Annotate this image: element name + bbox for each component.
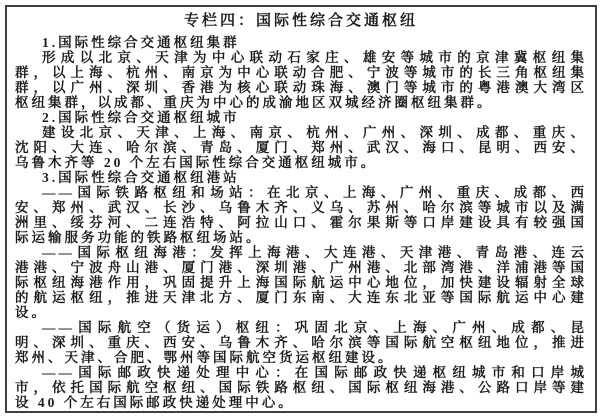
text-line: 郑州、天津、合肥、鄂州等国际航空货运枢纽建设。 bbox=[15, 350, 395, 365]
text-line: 的航运枢纽，推进天津北方、厦门东南、大连东北亚等国际航运中心建 bbox=[15, 290, 587, 305]
text-line: 安、郑州、武汉、长沙、乌鲁木齐、义乌、苏州、哈尔滨等城市以及满 bbox=[15, 200, 587, 215]
text-line: 群，以上海、杭州、南京为中心联动合肥、宁波等城市的长三角枢纽集 bbox=[15, 65, 587, 80]
text-line: 港港、宁波舟山港、厦门港、深圳港、广州港、北部湾港、洋浦港等国 bbox=[15, 260, 587, 275]
text-line: 际枢纽海港作用，巩固提升上海国际航运中心地位，加快建设辐射全球 bbox=[15, 275, 587, 290]
text-line: ——国际航空（货运）枢纽：巩固北京、上海、广州、成都、昆 bbox=[42, 320, 587, 335]
section-heading: 3.国际性综合交通枢纽港站 bbox=[42, 170, 240, 185]
text-line: ——国际邮政快递处理中心：在国际邮政快递枢纽城市和口岸城 bbox=[42, 365, 587, 380]
text-line: 枢纽集群，以成都、重庆为中心的成渝地区双城经济圈枢纽集群。 bbox=[15, 95, 494, 110]
text-line: 设。 bbox=[15, 305, 48, 320]
text-line: 洲里、绥芬河、二连浩特、阿拉山口、霍尔果斯等口岸建设具有较强国 bbox=[15, 215, 587, 230]
text-line: 明、深圳、重庆、西安、乌鲁木齐、哈尔滨等国际航空枢纽地位，推进 bbox=[15, 335, 587, 350]
panel-title: 专栏四：国际性综合交通枢纽 bbox=[183, 13, 418, 29]
panel-body bbox=[15, 35, 587, 410]
text-line: 沈阳、大连、哈尔滨、青岛、厦门、郑州、武汉、海口、昆明、西安、 bbox=[15, 140, 587, 155]
column-four-panel bbox=[5, 5, 597, 413]
text-line: 建设北京、天津、上海、南京、杭州、广州、深圳、成都、重庆、 bbox=[42, 125, 587, 140]
text-line: ——国际枢纽海港：发挥上海港、大连港、天津港、青岛港、连云 bbox=[42, 245, 587, 260]
text-line: 设 40 个左右国际邮政快递处理中心。 bbox=[15, 395, 295, 410]
text-line: 市，依托国际航空枢纽、国际铁路枢纽、国际枢纽海港、公路口岸等建 bbox=[15, 380, 587, 395]
text-line: ——国际铁路枢纽和场站：在北京、上海、广州、重庆、成都、西 bbox=[42, 185, 587, 200]
section-heading: 1.国际性综合交通枢纽集群 bbox=[42, 35, 240, 50]
text-line: 形成以北京、天津为中心联动石家庄、雄安等城市的京津冀枢纽集 bbox=[42, 50, 587, 65]
text-line: 际运输服务功能的铁路枢纽场站。 bbox=[15, 230, 263, 245]
text-line: 群，以广州、深圳、香港为核心联动珠海、澳门等城市的粤港澳大湾区 bbox=[15, 80, 587, 95]
text-line: 乌鲁木齐等 20 个左右国际性综合交通枢纽城市。 bbox=[15, 155, 378, 170]
section-heading: 2.国际性综合交通枢纽城市 bbox=[42, 110, 240, 125]
